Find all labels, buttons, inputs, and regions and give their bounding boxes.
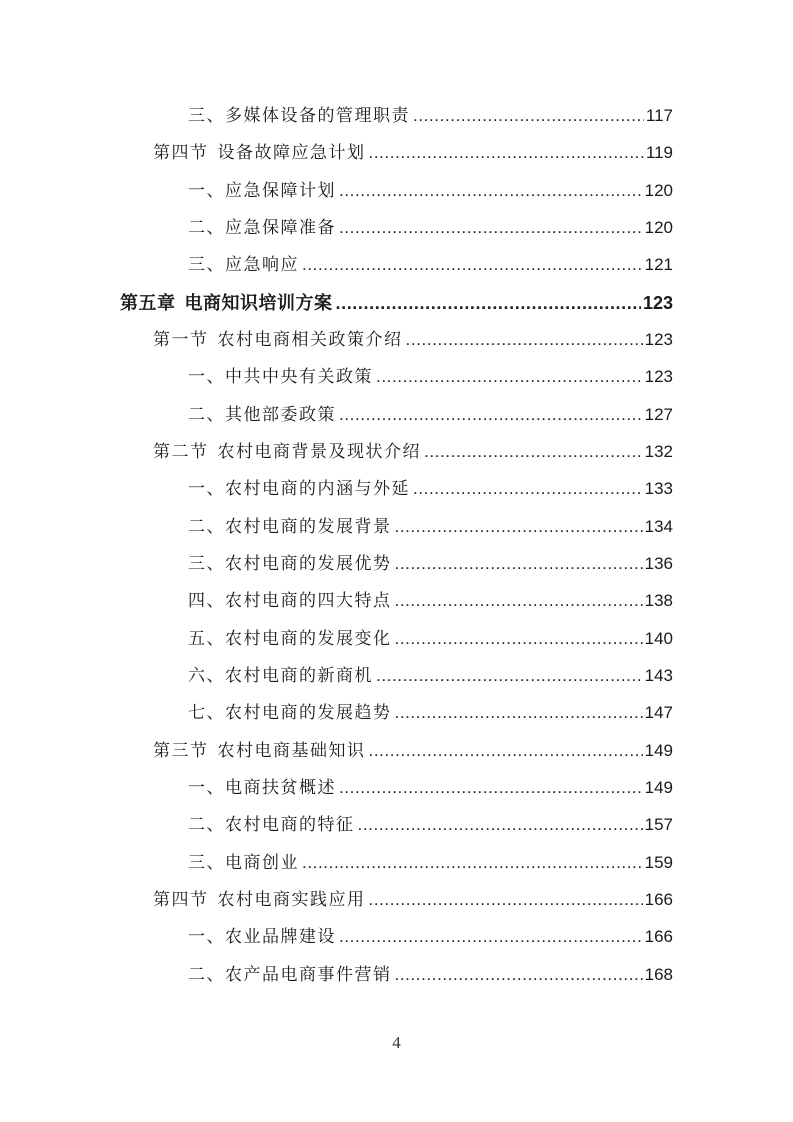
toc-entry-page: 120 (644, 181, 673, 200)
leader-dots (395, 624, 643, 654)
toc-entry-page: 157 (644, 815, 673, 834)
toc-entry-prefix: 六、 (188, 666, 225, 686)
toc-entry-prefix: 二、 (188, 815, 225, 835)
toc-entry-prefix: 一、 (188, 479, 225, 499)
leader-dots (339, 400, 643, 430)
toc-entry-page: 143 (644, 666, 673, 685)
toc-entry[interactable] (188, 101, 673, 131)
toc-entry-prefix: 一、 (188, 778, 225, 798)
leader-dots (339, 213, 643, 243)
toc-entry[interactable] (153, 885, 673, 915)
toc-entry-prefix: 第一节 (153, 330, 209, 350)
toc-entry-page: 123 (644, 367, 673, 386)
toc-entry[interactable] (188, 400, 673, 430)
leader-dots (369, 885, 643, 915)
toc-entry-title: 农村电商的内涵与外延 (225, 479, 410, 499)
toc-entry-page: 166 (644, 927, 673, 946)
toc-entry-prefix: 五、 (188, 629, 225, 649)
leader-dots (413, 101, 644, 131)
toc-entry-title: 农产品电商事件营销 (225, 965, 392, 985)
toc-entry-title: 农村电商基础知识 (217, 741, 366, 761)
leader-dots (424, 437, 643, 467)
toc-entry[interactable] (188, 213, 673, 243)
toc-entry-title: 农村电商实践应用 (217, 890, 366, 910)
toc-entry-prefix: 第二节 (153, 442, 209, 462)
toc-entry-title: 电商创业 (225, 853, 299, 873)
toc-entry[interactable] (188, 922, 673, 952)
toc-entry[interactable] (188, 661, 673, 691)
toc-entry[interactable] (188, 176, 673, 206)
toc-entry[interactable] (188, 773, 673, 803)
toc-entry-prefix: 第五章 (120, 293, 176, 314)
toc-entry-title: 农村电商的新商机 (225, 666, 373, 686)
toc-entry-prefix: 七、 (188, 703, 225, 723)
toc-entry-page: 166 (644, 890, 673, 909)
toc-entry[interactable] (153, 325, 673, 355)
toc-entry[interactable] (188, 848, 673, 878)
leader-dots (376, 661, 643, 691)
toc-entry-page: 168 (644, 965, 673, 984)
toc-entry[interactable] (188, 549, 673, 579)
leader-dots (395, 586, 643, 616)
toc-entry[interactable] (188, 624, 673, 654)
toc-entry-page: 120 (644, 218, 673, 237)
toc-entry-title: 农村电商的发展背景 (225, 517, 392, 537)
toc-entry-prefix: 第四节 (153, 890, 209, 910)
toc-entry[interactable] (188, 250, 673, 280)
page-number: 4 (392, 1033, 401, 1052)
toc-entry-prefix: 一、 (188, 927, 225, 947)
toc-entry-prefix: 三、 (188, 853, 225, 873)
leader-dots (336, 288, 641, 318)
leader-dots (395, 698, 643, 728)
toc-entry[interactable] (153, 138, 673, 168)
toc-entry[interactable] (188, 474, 673, 504)
toc-entry-title: 应急保障准备 (225, 218, 336, 238)
toc-entry-prefix: 二、 (188, 965, 225, 985)
toc-entry[interactable] (153, 736, 673, 766)
toc-entry-title: 其他部委政策 (225, 405, 336, 425)
toc-chapter-entry[interactable] (120, 288, 673, 318)
toc-entry-prefix: 三、 (188, 255, 225, 275)
toc-entry[interactable] (188, 512, 673, 542)
toc-entry-page: 136 (644, 554, 673, 573)
toc-entry[interactable] (188, 810, 673, 840)
toc-entry-prefix: 二、 (188, 517, 225, 537)
toc-entry-page: 127 (644, 405, 673, 424)
toc-entry-title: 电商知识培训方案 (184, 293, 333, 314)
leader-dots (369, 138, 644, 168)
toc-entry-page: 147 (644, 703, 673, 722)
toc-entry-title: 农村电商的发展趋势 (225, 703, 392, 723)
toc-entry-title: 农村电商的发展优势 (225, 554, 392, 574)
toc-entry-title: 电商扶贫概述 (225, 778, 336, 798)
toc-entry-title: 农业品牌建设 (225, 927, 336, 947)
leader-dots (395, 549, 643, 579)
leader-dots (358, 810, 643, 840)
toc-entry-page: 159 (644, 853, 673, 872)
toc-entry-prefix: 二、 (188, 218, 225, 238)
leader-dots (339, 176, 643, 206)
toc-entry-title: 农村电商的发展变化 (225, 629, 392, 649)
toc-entry[interactable] (188, 362, 673, 392)
toc-entry-prefix: 四、 (188, 591, 225, 611)
toc-entry-title: 多媒体设备的管理职责 (225, 106, 410, 126)
leader-dots (406, 325, 643, 355)
leader-dots (395, 512, 643, 542)
toc-entry-page: 133 (644, 479, 673, 498)
leader-dots (302, 250, 643, 280)
toc-entry[interactable] (188, 960, 673, 990)
toc-entry-title: 农村电商相关政策介绍 (217, 330, 403, 350)
toc-entry-title: 农村电商的四大特点 (225, 591, 392, 611)
toc-entry-title: 中共中央有关政策 (225, 367, 373, 387)
toc-entry-title: 农村电商的特征 (225, 815, 355, 835)
toc-entry-prefix: 一、 (188, 181, 225, 201)
toc-entry-page: 149 (644, 741, 673, 760)
toc-entry[interactable] (153, 437, 673, 467)
toc-entry-prefix: 三、 (188, 554, 225, 574)
toc-entry-page: 138 (644, 591, 673, 610)
toc-entry-prefix: 第三节 (153, 741, 209, 761)
leader-dots (413, 474, 643, 504)
toc-entry-page: 123 (642, 293, 673, 313)
toc-entry-page: 134 (644, 517, 673, 536)
toc-entry-title: 设备故障应急计划 (217, 143, 366, 163)
leader-dots (339, 922, 643, 952)
toc-entry-title: 应急响应 (225, 255, 299, 275)
toc-entry-prefix: 第四节 (153, 143, 209, 163)
toc-entry-title: 农村电商背景及现状介绍 (217, 442, 421, 462)
toc-entry-title: 应急保障计划 (225, 181, 336, 201)
toc-entry-prefix: 二、 (188, 405, 225, 425)
toc-entry-prefix: 三、 (188, 106, 225, 126)
leader-dots (376, 362, 643, 392)
toc-entry-prefix: 一、 (188, 367, 225, 387)
toc-entry-page: 149 (644, 778, 673, 797)
leader-dots (302, 848, 643, 878)
toc-entry-page: 117 (645, 106, 673, 125)
toc-entry[interactable] (188, 698, 673, 728)
leader-dots (369, 736, 643, 766)
toc-entry[interactable] (188, 586, 673, 616)
toc-entry-page: 121 (644, 255, 673, 274)
toc-entry-page: 123 (644, 330, 673, 349)
toc-entry-page: 132 (644, 442, 673, 461)
leader-dots (395, 960, 643, 990)
toc-entry-page: 119 (645, 143, 673, 162)
toc-entry-page: 140 (644, 629, 673, 648)
leader-dots (339, 773, 643, 803)
